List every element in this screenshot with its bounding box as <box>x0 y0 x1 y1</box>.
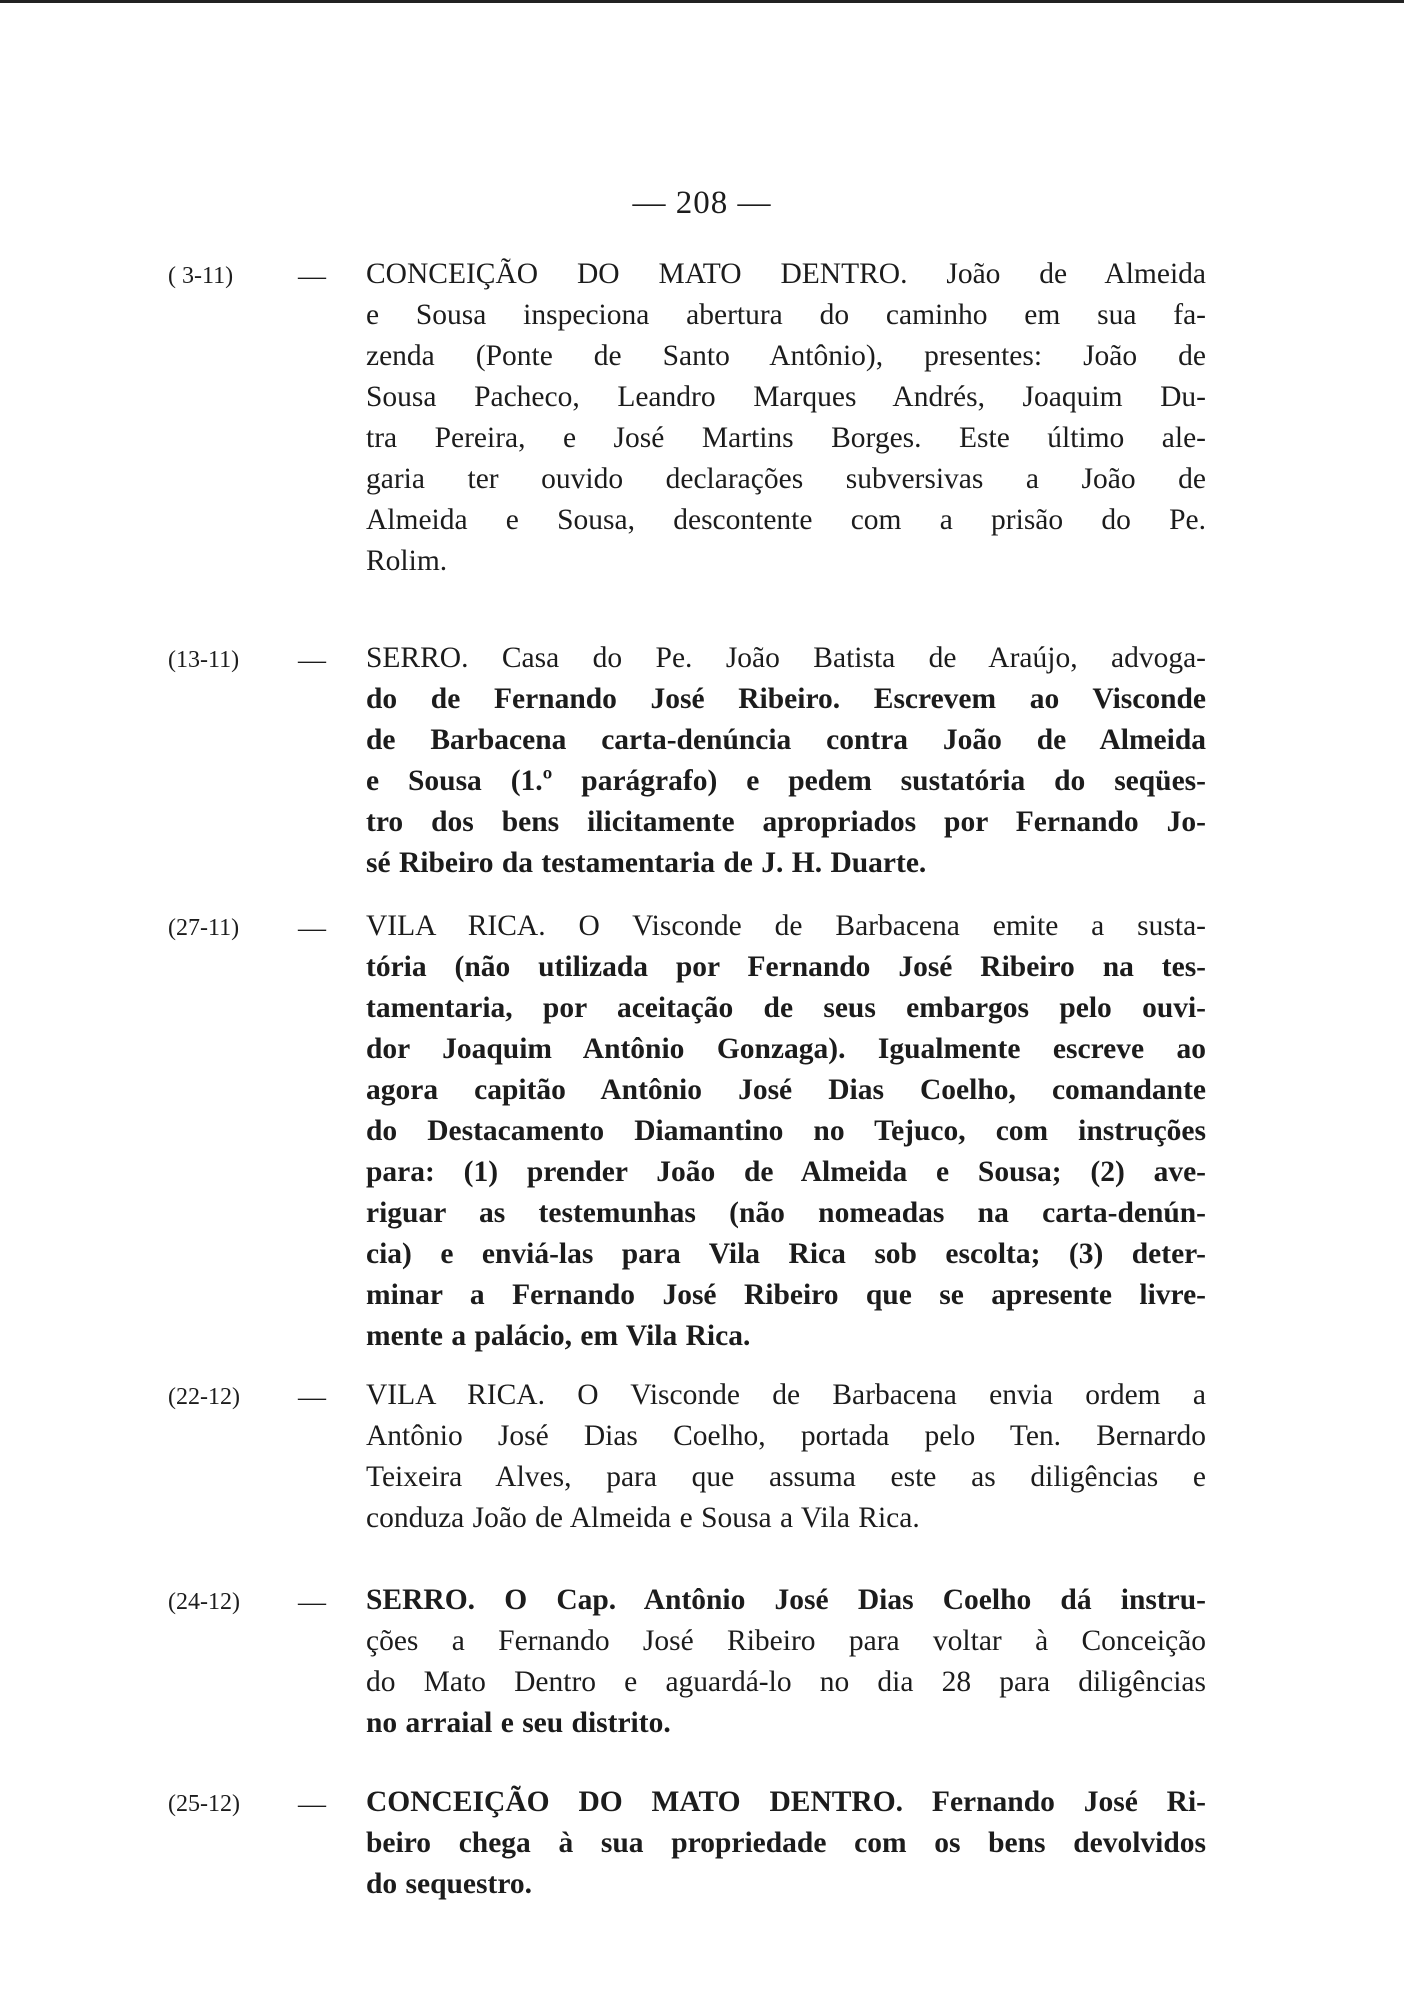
entry-date: (13-11) <box>168 647 240 673</box>
entry-line: Sousa Pacheco, Leandro Marques Andrés, Joaquim Du- <box>366 381 1206 413</box>
entry-line: ções a Fernando José Ribeiro para voltar à Conceição <box>366 1625 1206 1657</box>
entry-line: conduza João de Almeida e Sousa a Vila Rica. <box>366 1502 920 1534</box>
entry-line: VILA RICA. O Visconde de Barbacena envia ordem a <box>366 1379 1206 1411</box>
entry-text <box>366 638 1206 884</box>
entry-line: SERRO. Casa do Pe. João Batista de Araújo, advoga- <box>366 642 1206 674</box>
entry-line: tro dos bens ilicitamente apropriados por Fernando Jo- <box>366 806 1206 838</box>
entry-line: tra Pereira, e José Martins Borges. Este último ale- <box>366 422 1206 454</box>
entry-line: tória (não utilizada por Fernando José Ribeiro na tes- <box>366 951 1206 983</box>
entry-line: agora capitão Antônio José Dias Coelho, comandante <box>366 1074 1206 1106</box>
entry-line: sé Ribeiro da testamentaria de J. H. Duarte. <box>366 847 927 879</box>
entry-line: para: (1) prender João de Almeida e Sousa; (2) ave- <box>366 1156 1206 1188</box>
entry-line: riguar as testemunhas (não nomeadas na carta-denún- <box>366 1197 1206 1229</box>
entry-dash: — <box>298 1382 326 1413</box>
top-border-rule <box>0 0 1404 3</box>
entry-line: zenda (Ponte de Santo Antônio), presentes: João de <box>366 340 1206 372</box>
entry-line: Almeida e Sousa, descontente com a prisão do Pe. <box>366 504 1206 536</box>
entry-line: e Sousa inspeciona abertura do caminho em sua fa- <box>366 299 1206 331</box>
entry-line: garia ter ouvido declarações subversivas a João de <box>366 463 1206 495</box>
entry-line: e Sousa (1.º parágrafo) e pedem sustatória do seqües- <box>366 765 1206 797</box>
entry-line: SERRO. O Cap. Antônio José Dias Coelho dá instru- <box>366 1584 1206 1616</box>
entry-text <box>366 906 1206 1357</box>
entry-line: do Destacamento Diamantino no Tejuco, com instruções <box>366 1115 1206 1147</box>
entry-date: (22-12) <box>168 1384 240 1410</box>
entry-text <box>366 1375 1206 1539</box>
entry-line: beiro chega à sua propriedade com os bens devolvidos <box>366 1827 1206 1859</box>
entry-line: Antônio José Dias Coelho, portada pelo Ten. Bernardo <box>366 1420 1206 1452</box>
entry-dash: — <box>298 1789 326 1820</box>
entry-text <box>366 1782 1206 1905</box>
page-number: — 208 — <box>632 185 772 221</box>
entry-date: (27-11) <box>168 915 240 941</box>
entry-dash: — <box>298 645 326 676</box>
entry-line: no arraial e seu distrito. <box>366 1707 671 1739</box>
entry-line: do Mato Dentro e aguardá-lo no dia 28 para diligências <box>366 1666 1206 1698</box>
entry-text <box>366 254 1206 582</box>
entry-line: CONCEIÇÃO DO MATO DENTRO. Fernando José Ri- <box>366 1786 1206 1818</box>
entry-line: Teixeira Alves, para que assuma este as diligências e <box>366 1461 1206 1493</box>
entry-line: de Barbacena carta-denúncia contra João de Almeida <box>366 724 1206 756</box>
entry-dash: — <box>298 913 326 944</box>
entry-date: ( 3-11) <box>168 263 234 289</box>
entry-line: do sequestro. <box>366 1868 533 1900</box>
entry-line: Rolim. <box>366 545 448 577</box>
entry-dash: — <box>298 1587 326 1618</box>
entry-line: minar a Fernando José Ribeiro que se apresente livre- <box>366 1279 1206 1311</box>
entry-date: (24-12) <box>168 1589 240 1615</box>
entry-line: cia) e enviá-las para Vila Rica sob escolta; (3) deter- <box>366 1238 1206 1270</box>
entry-line: tamentaria, por aceitação de seus embargos pelo ouvi- <box>366 992 1206 1024</box>
entry-line: dor Joaquim Antônio Gonzaga). Igualmente escreve ao <box>366 1033 1206 1065</box>
entry-line: mente a palácio, em Vila Rica. <box>366 1320 751 1352</box>
entry-line: do de Fernando José Ribeiro. Escrevem ao Visconde <box>366 683 1206 715</box>
entry-line: CONCEIÇÃO DO MATO DENTRO. João de Almeida <box>366 258 1206 290</box>
entry-line: VILA RICA. O Visconde de Barbacena emite a susta- <box>366 910 1206 942</box>
entry-text <box>366 1580 1206 1744</box>
entry-dash: — <box>298 261 326 292</box>
entry-date: (25-12) <box>168 1791 240 1817</box>
